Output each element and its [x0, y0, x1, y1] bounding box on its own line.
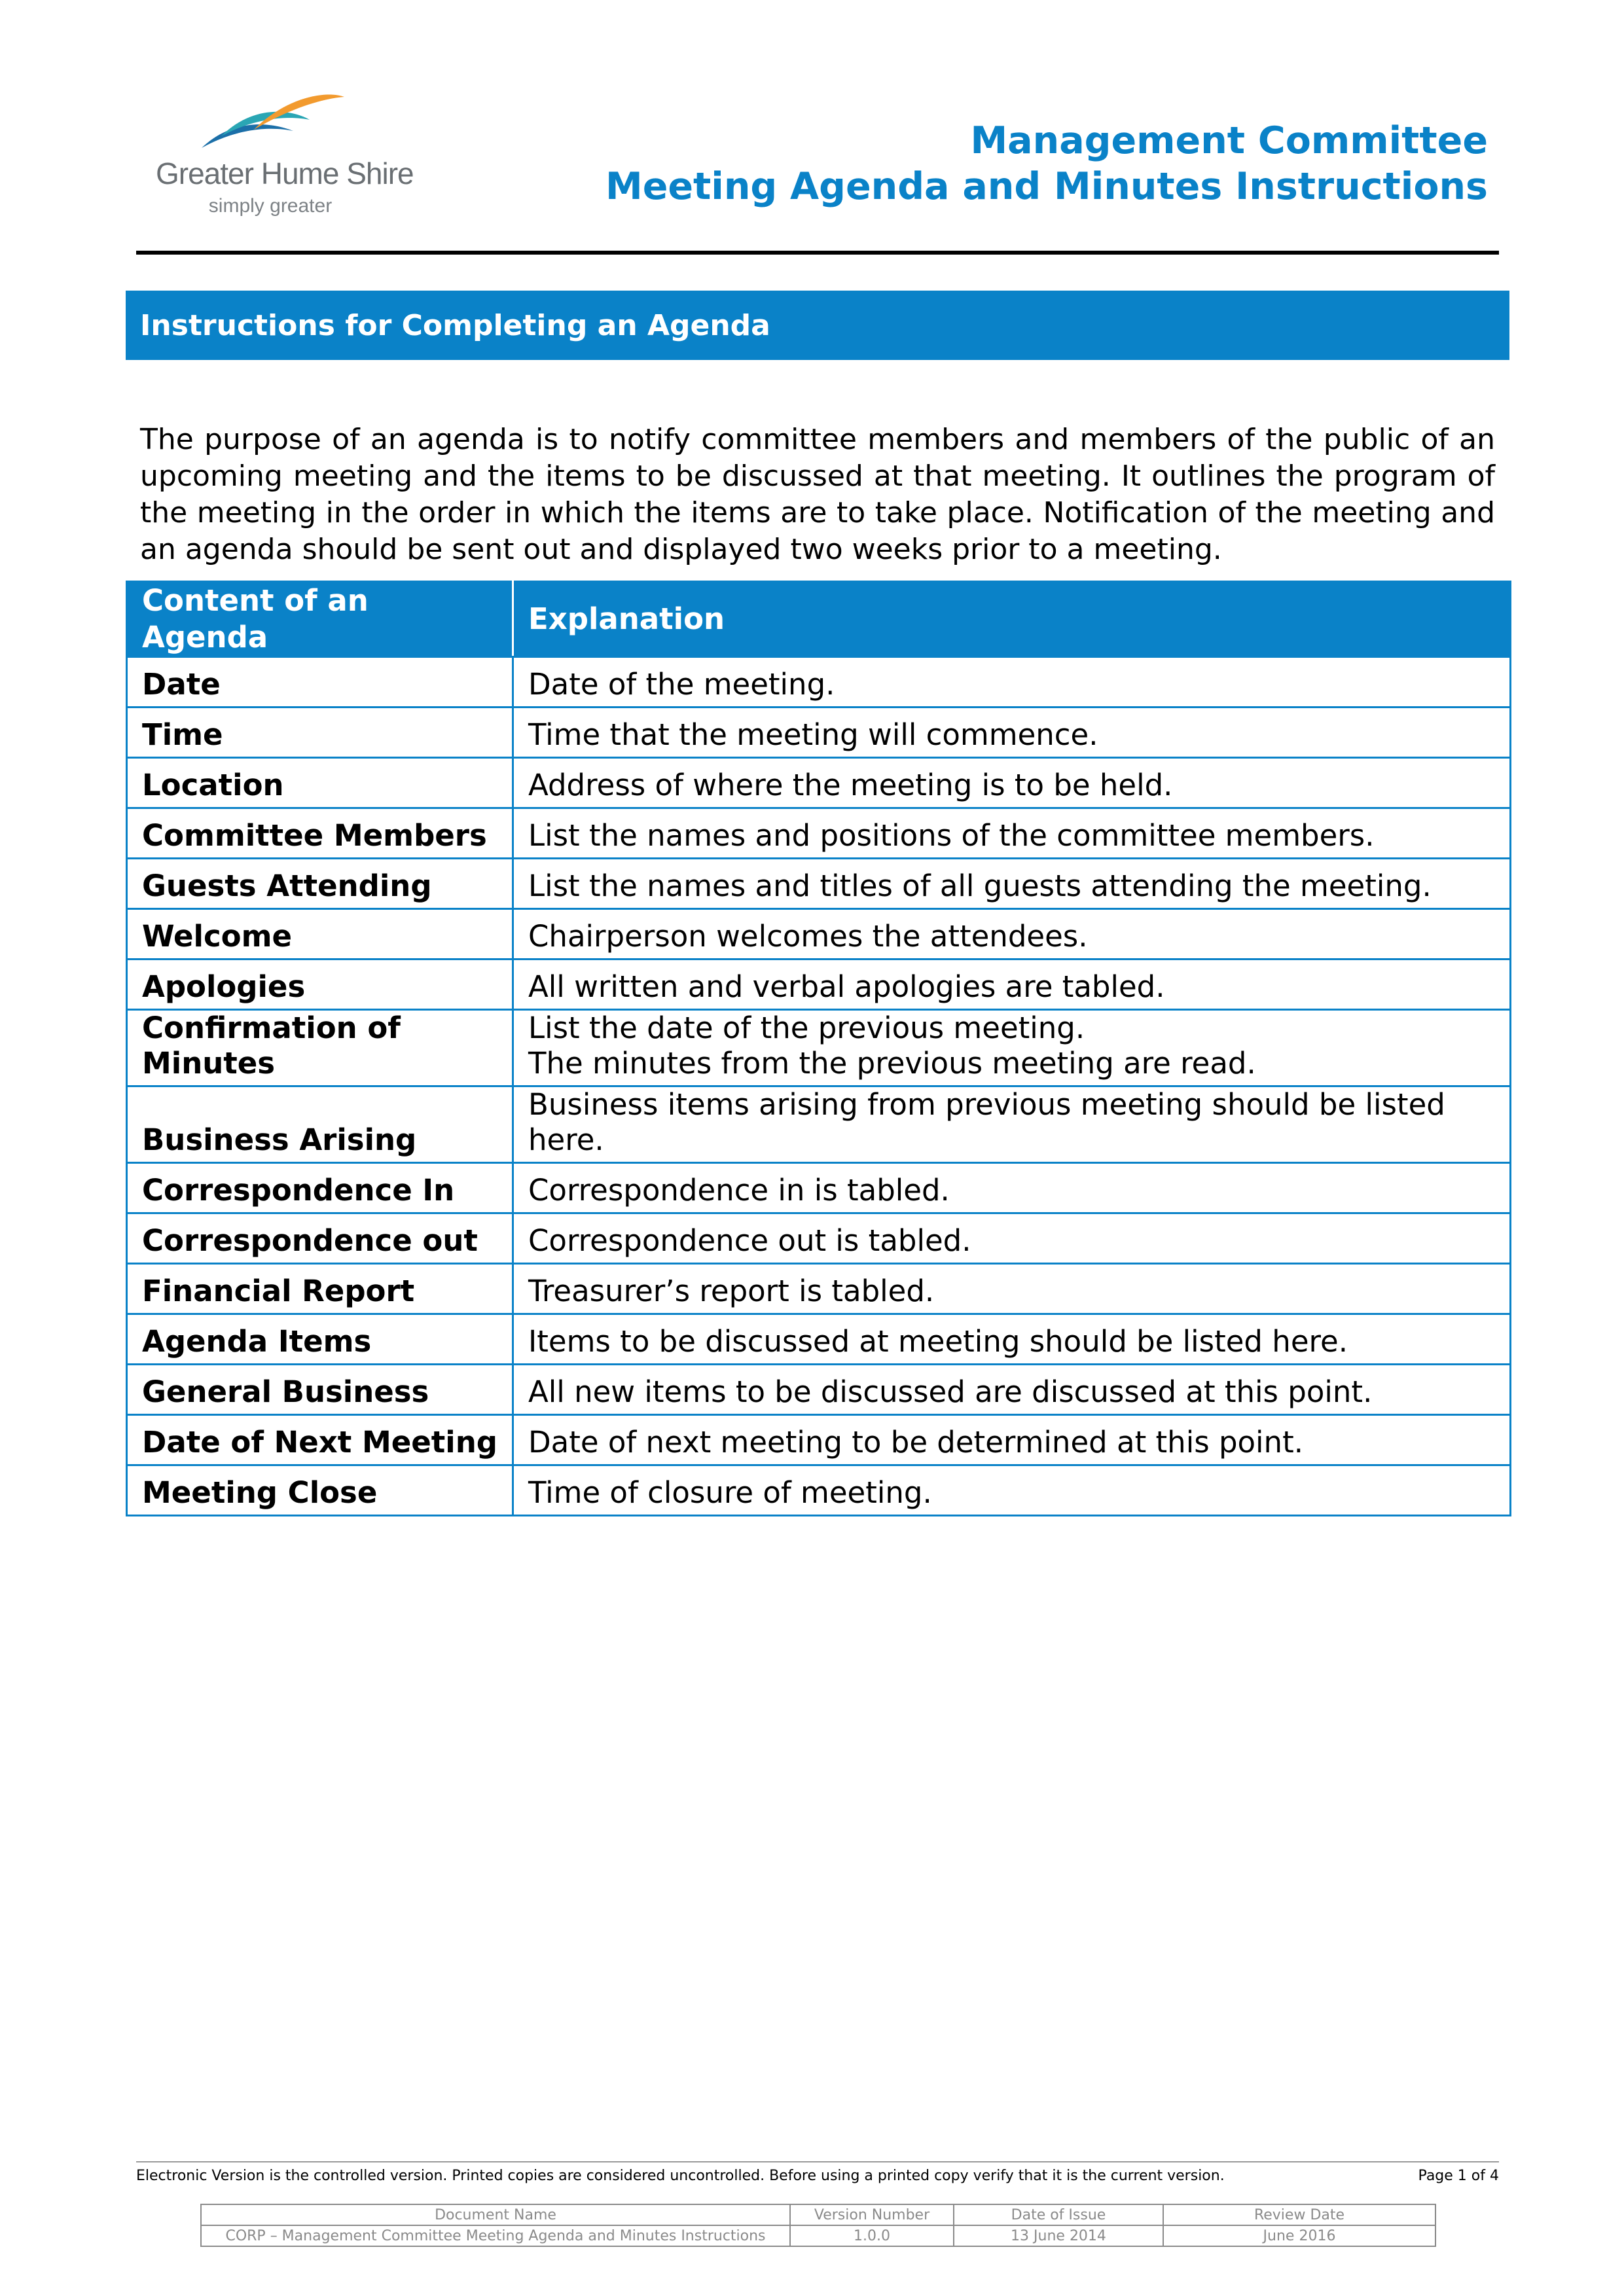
agenda-item-explanation: Chairperson welcomes the attendees. — [513, 909, 1511, 960]
agenda-item-name: Financial Report — [127, 1264, 513, 1314]
page-number: Page 1 of 4 — [1418, 2168, 1499, 2184]
table-row — [127, 1365, 1511, 1415]
agenda-item-name: Agenda Items — [127, 1314, 513, 1365]
docinfo-header: Version Number — [790, 2204, 954, 2225]
table-row — [127, 859, 1511, 909]
docinfo-header-row — [201, 2204, 1435, 2225]
docinfo-header: Document Name — [201, 2204, 790, 2225]
docinfo-review-date: June 2016 — [1163, 2225, 1435, 2246]
agenda-item-explanation: Time of closure of meeting. — [513, 1465, 1511, 1516]
footer-divider — [136, 2161, 1499, 2162]
agenda-content-table — [126, 581, 1511, 1516]
table-row — [127, 960, 1511, 1010]
agenda-item-name: Meeting Close — [127, 1465, 513, 1516]
agenda-item-name: Guests Attending — [127, 859, 513, 909]
controlled-version-notice: Electronic Version is the controlled version. Printed copies are considered uncontrolled. Before using a printed copy verify that it is the current version. — [136, 2168, 1225, 2184]
agenda-item-name: Welcome — [127, 909, 513, 960]
table-row — [127, 909, 1511, 960]
table-row — [127, 758, 1511, 808]
table-row — [127, 1314, 1511, 1365]
table-row — [127, 708, 1511, 758]
intro-paragraph: The purpose of an agenda is to notify committee members and members of the public of an upcoming meeting and the items to be discussed at that meeting. It outlines the program of the meeting in the order in which the items are to take place. Notification of the meeting and an agenda should be sent out and displayed two weeks prior to a meeting. — [140, 423, 1495, 566]
document-title — [605, 118, 1488, 209]
agenda-item-name: Date — [127, 657, 513, 708]
agenda-item-name: Date of Next Meeting — [127, 1415, 513, 1465]
column-header-explanation: Explanation — [513, 582, 1511, 657]
agenda-item-explanation: All new items to be discussed are discussed at this point. — [513, 1365, 1511, 1415]
agenda-item-explanation: Business items arising from previous meeting should be listed here. — [513, 1086, 1511, 1163]
docinfo-document-name: CORP – Management Committee Meeting Agenda and Minutes Instructions — [201, 2225, 790, 2246]
docinfo-version-number: 1.0.0 — [790, 2225, 954, 2246]
agenda-item-explanation: List the date of the previous meeting. The minutes from the previous meeting are read. — [513, 1010, 1511, 1086]
section-heading: Instructions for Completing an Agenda — [126, 291, 1509, 360]
footer-notice-line — [136, 2168, 1499, 2184]
table-row — [127, 1213, 1511, 1264]
table-row — [127, 1163, 1511, 1213]
table-row — [127, 1086, 1511, 1163]
table-row — [127, 1465, 1511, 1516]
agenda-item-explanation: Correspondence out is tabled. — [513, 1213, 1511, 1264]
table-header-row — [127, 582, 1511, 657]
agenda-item-name: Confirmation of Minutes — [127, 1010, 513, 1086]
agenda-item-explanation: Correspondence in is tabled. — [513, 1163, 1511, 1213]
table-row — [127, 1010, 1511, 1086]
agenda-item-explanation: List the names and positions of the committee members. — [513, 808, 1511, 859]
docinfo-header: Review Date — [1163, 2204, 1435, 2225]
council-logo — [156, 90, 414, 221]
logo-tagline: simply greater — [208, 195, 333, 217]
agenda-item-explanation: Treasurer’s report is tabled. — [513, 1264, 1511, 1314]
agenda-item-name: Committee Members — [127, 808, 513, 859]
agenda-item-explanation: Items to be discussed at meeting should be listed here. — [513, 1314, 1511, 1365]
table-row — [127, 808, 1511, 859]
table-body — [127, 657, 1511, 1516]
logo-name: Greater Hume Shire — [156, 156, 414, 190]
agenda-item-explanation: Date of next meeting to be determined at this point. — [513, 1415, 1511, 1465]
agenda-item-name: Correspondence out — [127, 1213, 513, 1264]
agenda-item-explanation: Time that the meeting will commence. — [513, 708, 1511, 758]
agenda-item-name: Apologies — [127, 960, 513, 1010]
agenda-item-name: General Business — [127, 1365, 513, 1415]
agenda-item-explanation: List the names and titles of all guests attending the meeting. — [513, 859, 1511, 909]
agenda-item-explanation: All written and verbal apologies are tabled. — [513, 960, 1511, 1010]
agenda-item-name: Business Arising — [127, 1086, 513, 1163]
docinfo-header: Date of Issue — [954, 2204, 1163, 2225]
column-header-content: Content of an Agenda — [127, 582, 513, 657]
document-info-table — [200, 2204, 1436, 2247]
table-row — [127, 1415, 1511, 1465]
agenda-item-name: Location — [127, 758, 513, 808]
title-line-1: Management Committee — [970, 119, 1488, 162]
agenda-item-explanation: Address of where the meeting is to be held. — [513, 758, 1511, 808]
title-line-2: Meeting Agenda and Minutes Instructions — [605, 165, 1488, 208]
agenda-item-name: Correspondence In — [127, 1163, 513, 1213]
table-row — [127, 657, 1511, 708]
table-row — [127, 1264, 1511, 1314]
docinfo-value-row — [201, 2225, 1435, 2246]
agenda-item-explanation: Date of the meeting. — [513, 657, 1511, 708]
wave-logo-icon — [195, 90, 346, 156]
docinfo-date-of-issue: 13 June 2014 — [954, 2225, 1163, 2246]
agenda-item-name: Time — [127, 708, 513, 758]
header-divider — [136, 251, 1499, 255]
